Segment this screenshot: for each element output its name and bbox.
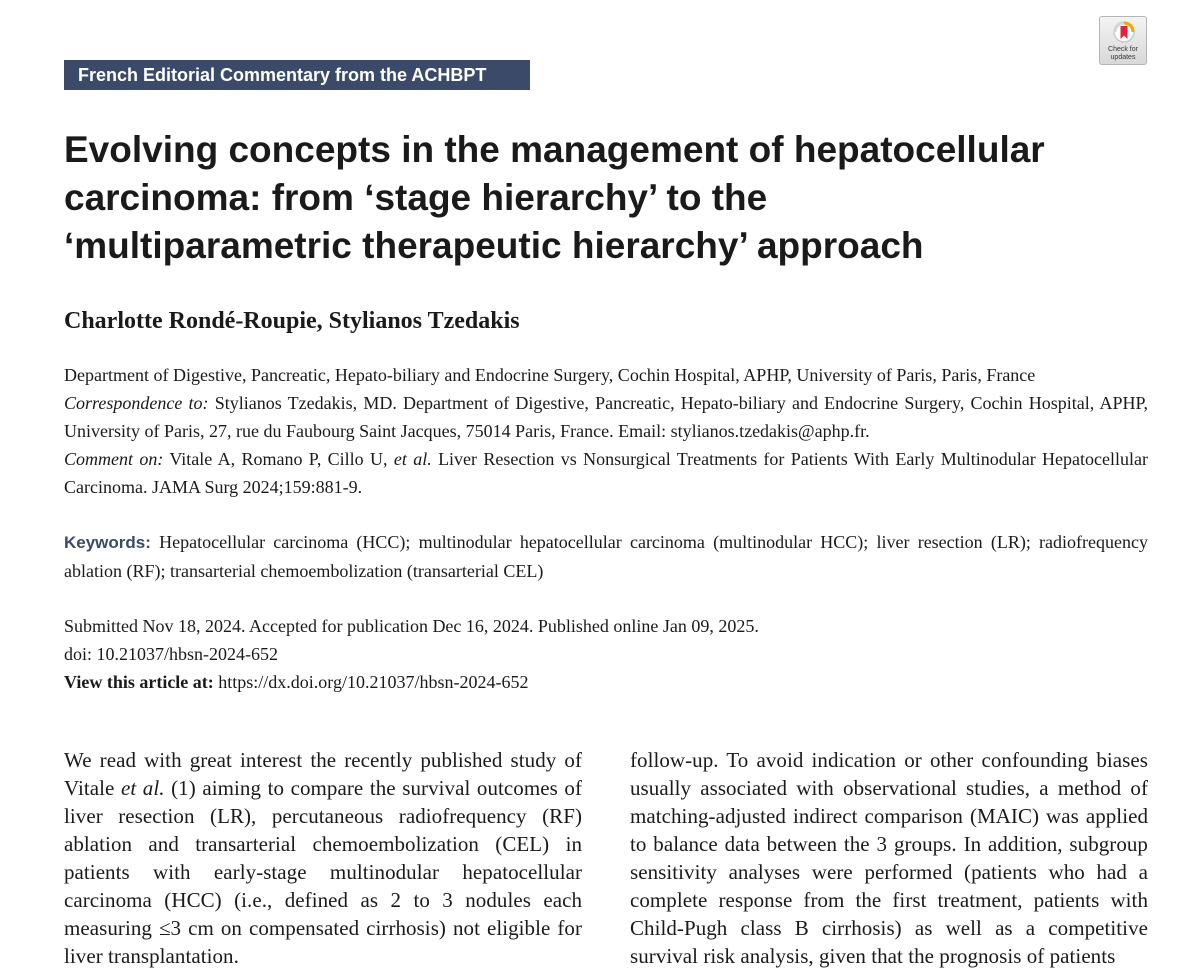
comment-etal: et al.: [393, 449, 432, 469]
body-text-left-column: [64, 746, 582, 970]
comment-on: [64, 445, 1148, 501]
keywords: [64, 528, 1148, 585]
correspondence: [64, 389, 1148, 445]
body-left-etal: et al.: [120, 776, 165, 800]
keywords-text: Hepatocellular carcinoma (HCC); multinodular hepatocellular carcinoma (multinodular HCC); liver resection (LR); radiofrequency ablation (RF); transarterial chemoembolization (transarterial CEL): [64, 532, 1148, 581]
publication-info: [64, 612, 1148, 696]
comment-authors: Vitale A, Romano P, Cillo U,: [163, 449, 394, 469]
author-list: Charlotte Rondé-Roupie, Stylianos Tzedakis: [64, 308, 520, 334]
affiliation-block: [64, 361, 1148, 501]
correspondence-label: Correspondence to:: [64, 393, 209, 413]
doi: doi: 10.21037/hbsn-2024-652: [64, 644, 278, 664]
article-type-banner: French Editorial Commentary from the ACHBPT: [64, 60, 530, 90]
check-for-updates-button[interactable]: [1099, 16, 1147, 65]
affiliation: Department of Digestive, Pancreatic, Hepato-biliary and Endocrine Surgery, Cochin Hospital, APHP, University of Paris, Paris, France: [64, 365, 1036, 385]
comment-label: Comment on:: [64, 449, 164, 469]
publication-dates: Submitted Nov 18, 2024. Accepted for publication Dec 16, 2024. Published online Jan 09, 2025.: [64, 616, 759, 636]
view-article-label: View this article at:: [64, 672, 214, 692]
view-article: [64, 668, 1148, 696]
body-left-part2: (1) aiming to compare the survival outcomes of liver resection (LR), percutaneous radiofrequency (RF) ablation and transarterial chemoembolization (CEL) in patients with early-stage multinodular hepatocellular carcinoma (HCC) (i.e., defined as 2 to 3 nodules each measuring ≤3 cm on compensated cirrhosis) not eligible for liver transplantation.: [64, 776, 582, 968]
correspondence-text: Stylianos Tzedakis, MD. Department of Digestive, Pancreatic, Hepato-biliary and Endocrine Surgery, Cochin Hospital, APHP, University of Paris, 27, rue du Faubourg Saint Jacques, 75014 Paris, France. Email: stylianos.tzedakis@aphp.fr.: [64, 393, 1148, 441]
check-updates-label: Check for updates: [1108, 46, 1138, 61]
view-article-link[interactable]: https://dx.doi.org/10.21037/hbsn-2024-652: [213, 672, 529, 692]
comment-text: Liver Resection vs Nonsurgical Treatments for Patients With Early Multinodular Hepatocellular Carcinoma. JAMA Surg 2024;159:881-9.: [64, 449, 1148, 497]
article-title: Evolving concepts in the management of hepatocellular carcinoma: from ‘stage hierarchy’ to the ‘multiparametric therapeutic hierarchy’ approach: [64, 129, 1045, 266]
check-updates-icon: [1112, 20, 1136, 46]
body-left-part1: We read with great interest the recently published study of Vitale: [64, 748, 582, 800]
keywords-label: Keywords:: [64, 533, 151, 552]
body-text-right-column: follow-up. To avoid indication or other confounding biases usually associated with observational studies, a method of matching-adjusted indirect comparison (MAIC) was applied to balance data between the 3 groups. In addition, subgroup sensitivity analyses were performed (patients who had a complete response from the first treatment, patients with Child-Pugh class B cirrhosis) as well as a competitive survival risk analysis, given that the prognosis of patients: [630, 748, 1148, 968]
